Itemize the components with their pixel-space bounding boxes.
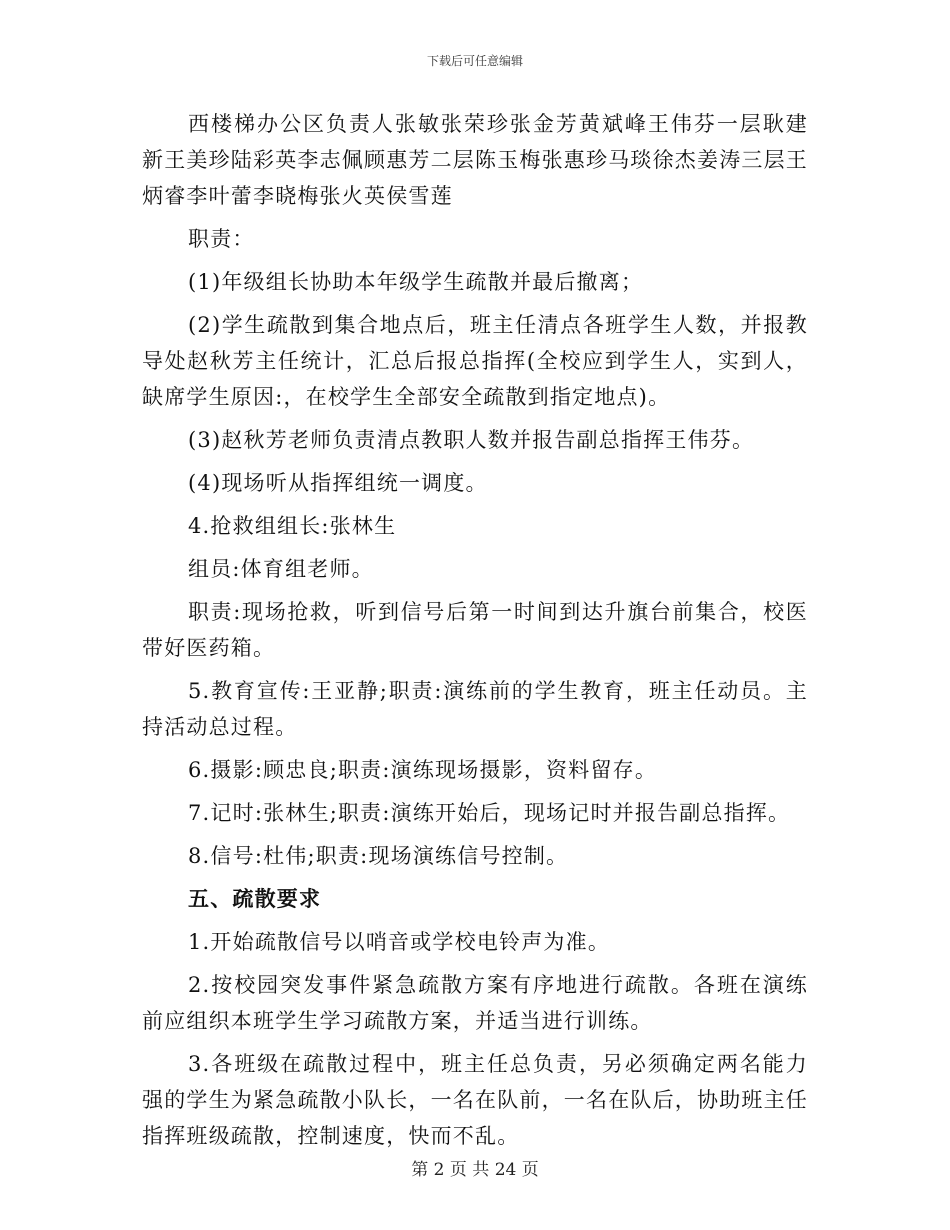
paragraph-requirement-3: 3.各班级在疏散过程中，班主任总负责，另必须确定两名能力强的学生为紧急疏散小队长，一名在队前，一名在队后，协助班主任指挥班级疏散，控制速度，快而不乱。 xyxy=(142,1052,808,1148)
paragraph-requirement-1: 1.开始疏散信号以哨音或学校电铃声为准。 xyxy=(188,930,611,954)
page-header-note: 下载后可任意编辑 xyxy=(426,54,523,68)
paragraph-duty-3: (3)赵秋芳老师负责清点教职人数并报告副总指挥王伟芬。 xyxy=(188,428,755,452)
paragraph-signal: 8.信号:杜伟;职责:现场演练信号控制。 xyxy=(188,844,569,868)
document-body xyxy=(142,106,808,1161)
paragraph-duty-2: (2)学生疏散到集合地点后，班主任清点各班学生人数，并报教导处赵秋芳主任统计，汇总后报总指挥(全校应到学生人，实到人，缺席学生原因:，在校学生全部安全疏散到指定地点)。 xyxy=(142,313,808,409)
section-heading-evacuation-requirements: 五、疏散要求 xyxy=(188,887,322,911)
paragraph-education-publicity: 5.教育宣传:王亚静;职责:演练前的学生教育，班主任动员。主持活动总过程。 xyxy=(142,679,808,739)
paragraph-duty-1: (1)年级组长协助本年级学生疏散并最后撤离； xyxy=(188,270,644,294)
paragraph-rescue-duties: 职责:现场抢救，听到信号后第一时间到达升旗台前集合，校医带好医药箱。 xyxy=(142,600,808,660)
paragraph-rescue-members: 组员:体育组老师。 xyxy=(188,557,374,581)
page-number-footer: 第 2 页 共 24 页 xyxy=(411,1160,539,1180)
paragraph-duty-4: (4)现场听从指挥组统一调度。 xyxy=(188,471,488,495)
paragraph-duties-label: 职责： xyxy=(188,227,255,251)
paragraph-west-stair-office-staff: 西楼梯办公区负责人张敏张荣珍张金芳黄斌峰王伟芬一层耿建新王美珍陆彩英李志佩顾惠芳二层陈玉梅张惠珍马琰徐杰姜涛三层王炳睿李叶蕾李晓梅张火英侯雪莲 xyxy=(142,112,808,208)
paragraph-requirement-2: 2.按校园突发事件紧急疏散方案有序地进行疏散。各班在演练前应组织本班学生学习疏散方案，并适当进行训练。 xyxy=(142,973,808,1033)
paragraph-rescue-leader: 4.抢救组组长:张林生 xyxy=(188,514,397,538)
paragraph-photography: 6.摄影:顾忠良;职责:演练现场摄影，资料留存。 xyxy=(188,758,658,782)
paragraph-timekeeping: 7.记时:张林生;职责:演练开始后，现场记时并报告副总指挥。 xyxy=(188,801,791,825)
